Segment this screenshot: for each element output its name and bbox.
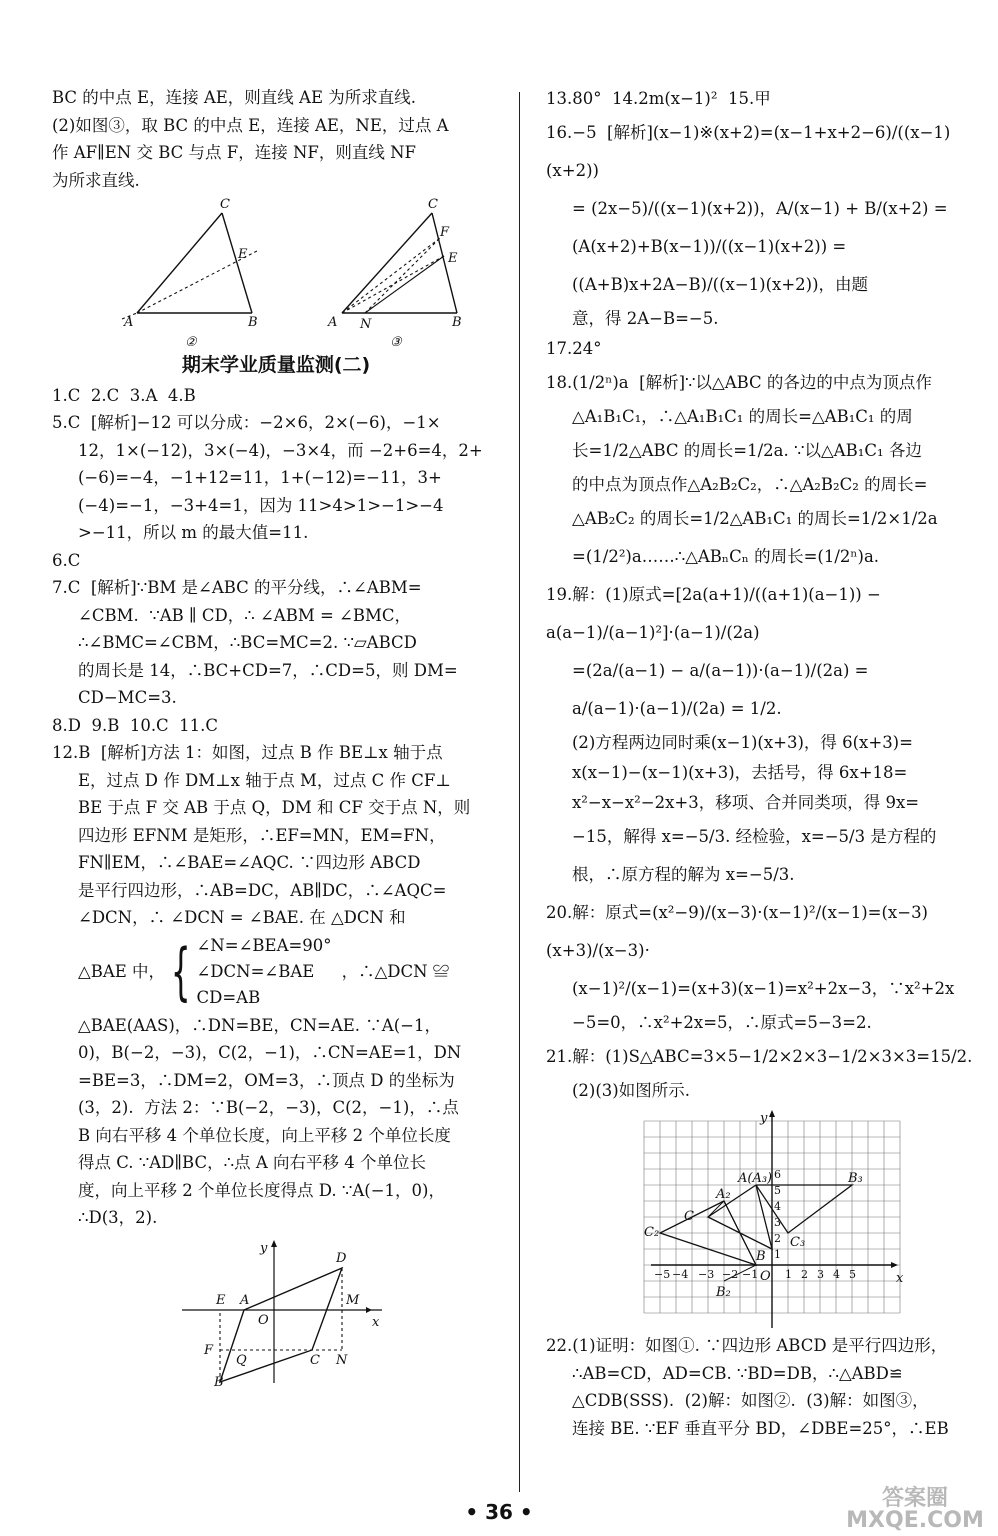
fig2-label-E: E (238, 247, 248, 262)
text-line: 5.C [解析]−12 可以分成：−2×6，2×(−6)，−1× (52, 413, 441, 432)
grid-tick-y5: 5 (774, 1184, 781, 1197)
grid-tick-xm2: −2 (722, 1268, 739, 1281)
fig2-label-A: A (124, 315, 134, 330)
text-line: 长=1/2△ABC 的周长=1/2a. ∵以△AB₁C₁ 各边 (572, 441, 922, 460)
fig2-label-C: C (220, 197, 230, 212)
text-line: 是平行四边形，∴AB=DC，AB∥DC，∴∠AQC= (78, 880, 447, 900)
text-line: CD−MC=3. (78, 688, 177, 707)
text-line: (−4)=−1，−3+4=1，因为 11>4>1>−1>−4 (78, 495, 444, 515)
grid-label-C2: C₂ (644, 1225, 660, 1240)
par-label-M: M (346, 1292, 360, 1308)
left-column (52, 84, 500, 1390)
column-divider (519, 92, 520, 1492)
grid-tick-y3: 3 (774, 1216, 781, 1229)
text-line: (−6)=−4，−1+12=11，1+(−12)=−11，3+ (78, 468, 442, 487)
text-line: △AB₂C₂ 的周长=1/2△AB₁C₁ 的周长=1/2×1/2a (572, 509, 938, 528)
par-label-B: B (214, 1374, 224, 1388)
text-line: 为所求直线. (52, 170, 140, 190)
grid-tick-y4: 4 (774, 1200, 781, 1213)
par-label-x: x (372, 1314, 380, 1330)
text-line: (2)方程两边同时乘(x−1)(x+3)，得 6(x+3)= (572, 733, 913, 752)
text-line: = (2x−5)/((x−1)(x+2))，A/(x−1) + B/(x+2) = (572, 199, 948, 218)
grid-label-C3: C₃ (790, 1235, 806, 1250)
text-line: =(2a/(a−1) − a/(a−1))·(a−1)/(2a) = a/(a−1)·(a−1)/(2a) = 1/2. (572, 661, 874, 718)
grid-tick-x3: 3 (817, 1268, 824, 1281)
text-line: x(x−1)−(x−1)(x+3)，去括号，得 6x+18= (572, 763, 908, 782)
text-line: −15，解得 x=−5/3. 经检验，x=−5/3 是方程的 (572, 827, 937, 846)
fig3-label-C: C (428, 197, 438, 212)
system-line-2: ∠DCN=∠BAE (196, 961, 315, 981)
text-line: 的中点为顶点作△A₂B₂C₂，∴△A₂B₂C₂ 的周长= (572, 475, 928, 494)
text-line: ∴D(3，2). (78, 1208, 158, 1227)
grid-label-y: y (760, 1111, 768, 1126)
equation-system (52, 932, 500, 1012)
grid-tick-xm5: −5 (654, 1268, 671, 1281)
text-line: 18.(1/2ⁿ)a [解析]∵以△ABC 的各边的中点为顶点作 (546, 373, 932, 392)
fig2-label-B: B (248, 315, 258, 330)
page-number: • 36 • (465, 1500, 533, 1524)
text-line: 根，∴原方程的解为 x=−5/3. (572, 865, 795, 884)
grid-label-B3: B₃ (848, 1171, 863, 1186)
text-line: ∴AB=CD，AD=CB. ∵BD=DB，∴△ABD≌ (572, 1363, 903, 1383)
grid-tick-xm4: −4 (672, 1268, 689, 1281)
watermark: 答案圈 MXQE.COM (846, 1486, 984, 1533)
text-line: 度，向上平移 2 个单位长度得点 D. ∵A(−1，0)， (78, 1180, 445, 1200)
grid-label-B: B (756, 1249, 766, 1264)
fig3-label-F: F (440, 225, 450, 240)
par-label-E: E (216, 1292, 226, 1308)
grid-tick-y6: 6 (774, 1168, 781, 1181)
text-line: (A(x+2)+B(x−1))/((x−1)(x+2)) = ((A+B)x+2A−B)/((x−1)(x+2))，由题 (572, 237, 869, 294)
text-line: 1.C 2.C 3.A 4.B (52, 385, 196, 405)
par-label-N: N (336, 1352, 348, 1368)
triangle-figures (52, 196, 472, 346)
text-line: ∴∠BMC=∠CBM，∴BC=MC=2. ∵▱ABCD (78, 633, 417, 652)
system-line-3: CD=AB (196, 987, 261, 1007)
text-line: =BE=3，∴DM=2，OM=3，∴顶点 D 的坐标为 (78, 1070, 455, 1090)
par-label-Q: Q (236, 1352, 247, 1368)
text-line: 0)，B(−2，−3)，C(2，−1)，∴CN=AE=1，DN (78, 1043, 462, 1062)
answer-12-continued (52, 1012, 500, 1232)
system-lines (196, 933, 331, 1011)
grid-label-B2: B₂ (716, 1285, 731, 1300)
figure-2 (122, 197, 258, 346)
brace: { (170, 934, 191, 1008)
par-label-y: y (260, 1240, 268, 1256)
par-label-C: C (310, 1352, 320, 1368)
text-line: △CDB(SSS). (2)解：如图②. (3)解：如图③， (572, 1391, 929, 1410)
grid-tick-xm1: −1 (742, 1268, 759, 1281)
text-line: ∠DCN，∴ ∠DCN = ∠BAE. 在 △DCN 和 (78, 908, 406, 927)
text-line: 作 AF∥EN 交 BC 与点 F，连接 NF，则直线 NF (52, 143, 416, 162)
grid-tick-x2: 2 (801, 1268, 808, 1281)
fig3-label-E: E (448, 251, 458, 266)
text-line: 得点 C. ∵AD∥BC，∴点 A 向右平移 4 个单位长 (78, 1153, 426, 1172)
prev-answer-text (52, 84, 500, 194)
answers-1-12 (52, 382, 500, 932)
par-label-F: F (204, 1342, 214, 1358)
fig2-caption: ② (185, 335, 197, 346)
text-line: 8.D 9.B 10.C 11.C (52, 715, 219, 735)
grid-tick-y2: 2 (774, 1232, 781, 1245)
grid-tick-xm3: −3 (698, 1268, 715, 1281)
text-line: x²−x−x²−2x+3，移项、合并同类项，得 9x= (572, 793, 920, 812)
text-line: 17.24° (546, 339, 602, 358)
text-line: FN∥EM，∴∠BAE=∠AQC. ∵四边形 ABCD (78, 853, 421, 872)
text-line: 四边形 EFNM 是矩形，∴EF=MN，EM=FN， (78, 825, 446, 845)
text-line: △A₁B₁C₁，∴△A₁B₁C₁ 的周长=△AB₁C₁ 的周 (572, 407, 913, 426)
fig3-label-N: N (360, 317, 372, 332)
grid-label-x: x (896, 1271, 904, 1286)
grid-label-C: C (684, 1209, 694, 1224)
text-line: 20.解：原式=(x²−9)/(x−3)·(x−1)²/(x−1)=(x−3)(x+3)/(x−3)· (546, 903, 928, 960)
grid-tick-x5: 5 (849, 1268, 856, 1281)
text-line: (2)(3)如图所示. (572, 1081, 690, 1100)
section-title: 期末学业质量监测(二) (181, 354, 371, 376)
text-line: B 向右平移 4 个单位长度，向上平移 2 个单位长度 (78, 1125, 451, 1145)
text-line: 13.80° 14.2m(x−1)² 15.甲 (546, 89, 771, 108)
grid-label-O: O (760, 1269, 771, 1284)
text-line: 意，得 2A−B=−5. (572, 309, 719, 328)
text-line: (3，2). 方法 2：∵B(−2，−3)，C(2，−1)，∴点 (78, 1098, 459, 1117)
text-line: =(1/2²)a……∴△ABₙCₙ 的周长=(1/2ⁿ)a. (572, 547, 880, 566)
text-line: 6.C (52, 550, 81, 570)
text-line: (2)如图③，取 BC 的中点 E，连接 AE，NE，过点 A (52, 115, 449, 135)
right-column (546, 84, 992, 1442)
answer-22 (546, 1332, 992, 1442)
fig3-label-A: A (328, 315, 338, 330)
grid-tick-y1: 1 (774, 1248, 781, 1261)
system-line-1: ∠N=∠BEA=90° (196, 935, 332, 955)
text-line: >−11，所以 m 的最大值=11. (78, 523, 309, 542)
grid-tick-x4: 4 (833, 1268, 840, 1281)
text-line: 22.(1)证明：如图①. ∵四边形 ABCD 是平行四边形， (546, 1336, 948, 1355)
text-line: (x−1)²/(x−1)=(x+3)(x−1)=x²+2x−3，∵x²+2x (572, 979, 955, 998)
par-label-D: D (336, 1250, 347, 1266)
grid-tick-x1: 1 (785, 1268, 792, 1281)
text-line: 7.C [解析]∵BM 是∠ABC 的平分线，∴∠ABM= (52, 578, 422, 597)
text-line: 12，1×(−12)，3×(−4)，−3×4，而 −2+6=4，2+ (78, 440, 483, 460)
text-line: E，过点 D 作 DM⊥x 轴于点 M，过点 C 作 CF⊥ (78, 770, 451, 790)
text-line: 连接 BE. ∵EF 垂直平分 BD，∠DBE=25°，∴EB (572, 1418, 949, 1438)
grid-label-A-A3: A(A₃) (738, 1171, 773, 1186)
par-label-A: A (240, 1292, 250, 1308)
text-line: 12.B [解析]方法 1：如图，过点 B 作 BE⊥x 轴于点 (52, 743, 443, 762)
text-line: BC 的中点 E，连接 AE，则直线 AE 为所求直线. (52, 88, 416, 107)
grid-label-A2: A₂ (716, 1187, 731, 1202)
answers-13-21 (546, 84, 992, 1106)
text-line: 21.解：(1)S△ABC=3×5−1/2×2×3−1/2×3×3=15/2. (546, 1047, 973, 1066)
text-line: △BAE(AAS)，∴DN=BE，CN=AE. ∵A(−1， (78, 1015, 441, 1035)
system-suffix: ，∴△DCN ≌ (341, 961, 450, 981)
text-line: BE 于点 F 交 AB 于点 Q，DM 和 CF 交于点 N，则 (78, 798, 471, 817)
fig3-caption: ③ (390, 335, 402, 346)
text-line: −5=0，∴x²+2x=5，∴原式=5−3=2. (572, 1013, 872, 1032)
par-label-O: O (258, 1312, 269, 1328)
figure-3 (327, 197, 462, 346)
text-line: 16.−5 [解析](x−1)※(x+2)=(x−1+x+2−6)/((x−1)(x+2)) (546, 123, 951, 180)
system-prefix: △BAE 中， (78, 961, 166, 981)
text-line: 19.解：(1)原式=[2a(a+1)/((a+1)(a−1)) − a(a−1)/(a−1)²]·(a−1)/(2a) (546, 585, 887, 642)
text-line: 的周长是 14，∴BC+CD=7，∴CD=5，则 DM= (78, 660, 458, 680)
coordinate-grid-figure (626, 1108, 992, 1330)
text-line: ∠CBM. ∵AB ∥ CD，∴ ∠ABM = ∠BMC， (78, 605, 411, 625)
fig3-label-B: B (452, 315, 462, 330)
parallelogram-figure (52, 1238, 500, 1388)
